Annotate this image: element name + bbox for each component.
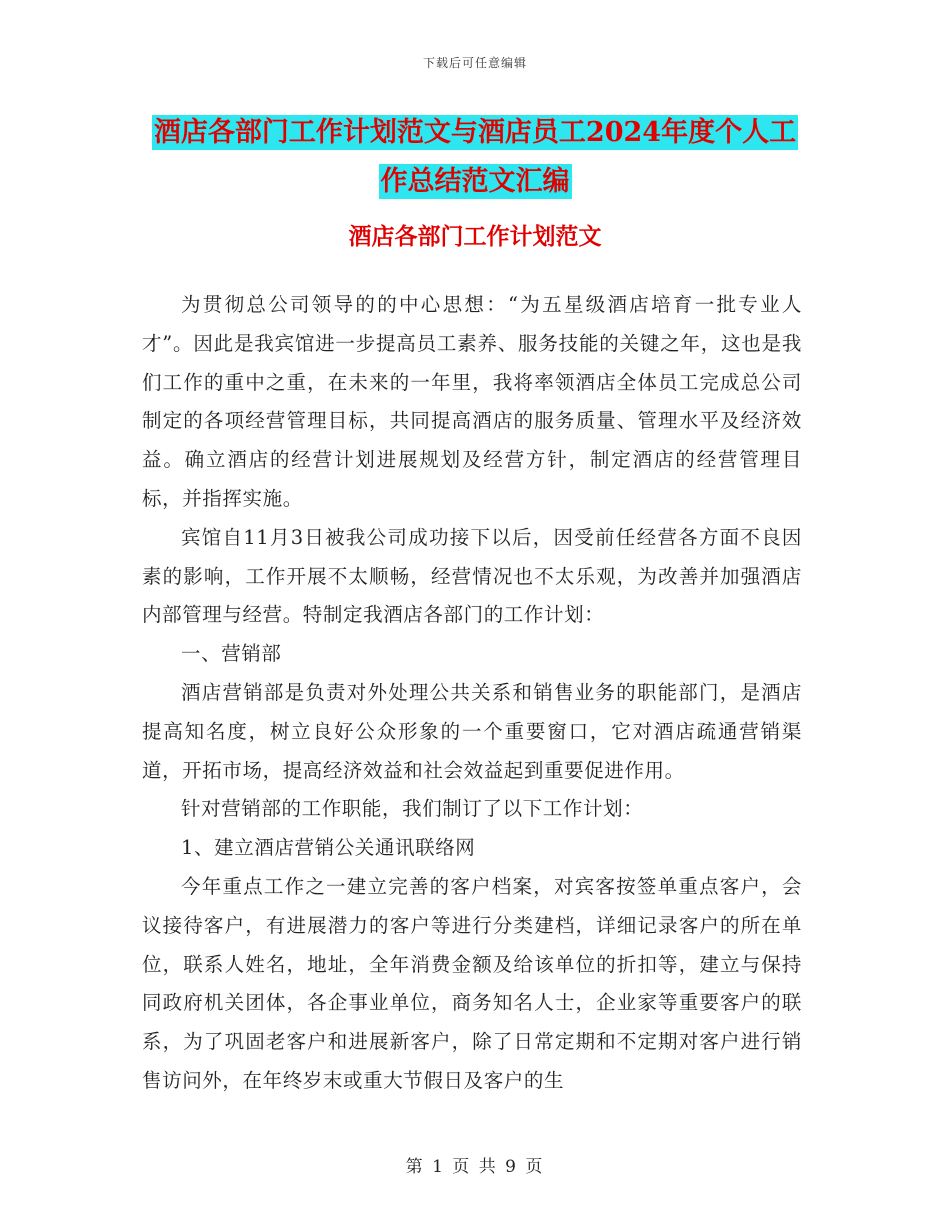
- paragraph: 一、营销部: [181, 642, 282, 666]
- page-number-footer: 第 1 页 共 9 页: [405, 1157, 545, 1177]
- paragraph: 今年重点工作之一建立完善的客户档案，对宾客按签单重点客户，会议接待客户，有进展潜力的客户等进行分类建档，详细记录客户的所在单位，联系人姓名，地址，全年消费金额及给该单位的折扣等，建立与保持同政府机关团体，各企事业单位，商务知名人士，企业家等重要客户的联系，为了巩固老客户和进展新客户，除了日常定期和不定期对客户进行销售访问外，在年终岁末或重大节假日及客户的生: [142, 874, 802, 1092]
- paragraph: 针对营销部的工作职能，我们制订了以下工作计划：: [181, 797, 644, 821]
- page-header-note: 下载后可任意编辑: [422, 56, 527, 70]
- paragraph: 为贯彻总公司领导的的中心思想：“为五星级酒店培育一批专业人才”。因此是我宾馆进一步提高员工素养、服务技能的关键之年，这也是我们工作的重中之重，在未来的一年里，我将率领酒店全体员工完成总公司制定的各项经营管理目标，共同提高酒店的服务质量、管理水平及经济效益。确立酒店的经营计划进展规划及经营方针，制定酒店的经营管理目标，并指挥实施。: [142, 293, 802, 510]
- document-title-text: 酒店各部门工作计划范文与酒店员工2024年度个人工作总结范文汇编: [153, 117, 797, 197]
- document-body: [142, 286, 802, 1101]
- paragraph: 宾馆自11月3日被我公司成功接下以后，因受前任经营各方面不良因素的影响，工作开展不太顺畅，经营情况也不太乐观，为改善并加强酒店内部管理与经营。特制定我酒店各部门的工作计划：: [142, 525, 802, 627]
- paragraph: 1、建立酒店营销公关通讯联络网: [181, 836, 476, 860]
- section-title: 酒店各部门工作计划范文: [348, 223, 602, 250]
- document-title: [140, 108, 810, 206]
- paragraph: 酒店营销部是负责对外处理公共关系和销售业务的职能部门，是酒店提高知名度，树立良好公众形象的一个重要窗口，它对酒店疏通营销渠道，开拓市场，提高经济效益和社会效益起到重要促进作用。: [142, 680, 802, 782]
